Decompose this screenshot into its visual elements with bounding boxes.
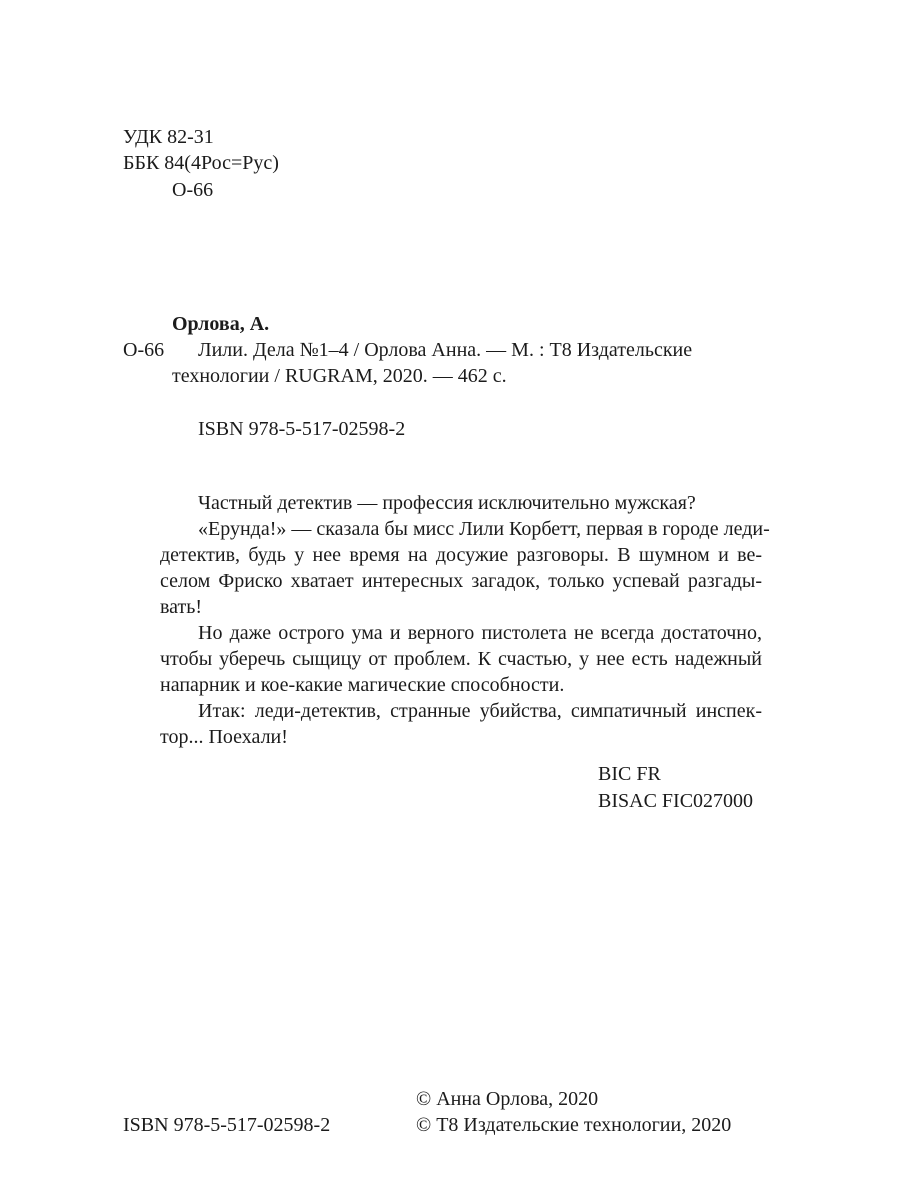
record-isbn: ISBN 978-5-517-02598-2	[198, 418, 406, 440]
annotation-line: тор... Поехали!	[160, 726, 288, 748]
annotation-line: детектив, будь у нее время на досужие разговоры. В шумном и ве-	[160, 544, 762, 566]
annotation-line: Частный детектив — профессия исключительно мужская?	[198, 492, 696, 514]
annotation-line: чтобы уберечь сыщицу от проблем. К счастью, у нее есть надежный	[160, 648, 762, 670]
record-sign: О-66	[123, 339, 165, 361]
annotation-line: «Ерунда!» — сказала бы мисс Лили Корбетт, первая в городе леди-	[198, 518, 770, 540]
annotation-line: Итак: леди-детектив, странные убийства, симпатичный инспек-	[198, 700, 762, 722]
footer-isbn: ISBN 978-5-517-02598-2	[123, 1114, 331, 1136]
author-sign: О-66	[172, 179, 214, 201]
bic-code: BIC FR	[598, 763, 661, 785]
copyright-publisher: © Т8 Издательские технологии, 2020	[416, 1114, 732, 1136]
bisac-code: BISAC FIC027000	[598, 790, 754, 812]
copyright-author: © Анна Орлова, 2020	[416, 1088, 599, 1110]
author-heading: Орлова, А.	[172, 313, 270, 335]
annotation-line: Но даже острого ума и верного пистолета не всегда достаточно,	[198, 622, 762, 644]
annotation-line: вать!	[160, 596, 203, 618]
annotation-line: напарник и кое-какие магические способности.	[160, 674, 565, 696]
udk-code: УДК 82-31	[123, 126, 214, 148]
record-description-line-2: технологии / RUGRAM, 2020. — 462 с.	[172, 365, 507, 387]
annotation-line: селом Фриско хватает интересных загадок, только успевай разгады-	[160, 570, 762, 592]
bbk-code: ББК 84(4Рос=Рус)	[123, 152, 279, 174]
record-description-line-1: Лили. Дела №1–4 / Орлова Анна. — М. : Т8 Издательские	[198, 339, 693, 361]
